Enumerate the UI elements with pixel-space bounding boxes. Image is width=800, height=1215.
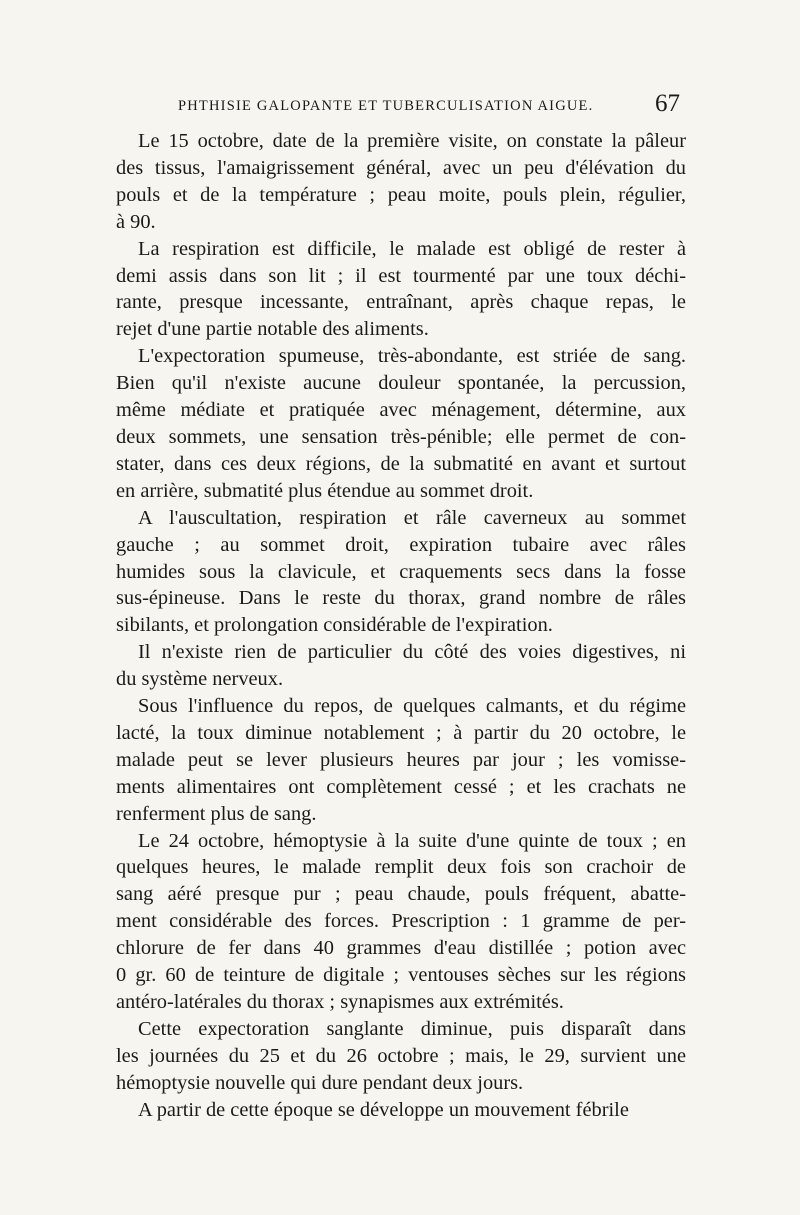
text-line: même médiate et pratiquée avec ménagement, détermine, aux — [116, 399, 686, 422]
text-line: demi assis dans son lit ; il est tourmenté par une toux déchi- — [116, 264, 686, 287]
text-line: les journées du 25 et du 26 octobre ; mais, le 29, survient une — [116, 1044, 686, 1067]
text-line: ments alimentaires ont complètement cessé ; et les crachats ne — [116, 775, 686, 798]
page-header — [118, 90, 680, 120]
text-line: du système nerveux. — [116, 668, 284, 691]
text-line: en arrière, submatité plus étendue au sommet droit. — [116, 479, 534, 502]
text-line: Le 15 octobre, date de la première visite, on constate la pâleur — [138, 130, 686, 152]
text-line: Cette expectoration sanglante diminue, puis disparaît dans — [138, 1017, 686, 1040]
text-line: quelques heures, le malade remplit deux fois son crachoir de — [116, 856, 686, 879]
text-line: pouls et de la température ; peau moite, pouls plein, régulier, — [116, 183, 686, 206]
text-line: ment considérable des forces. Prescription : 1 gramme de per- — [116, 910, 686, 933]
paragraph — [116, 128, 686, 236]
text-line: sibilants, et prolongation considérable de l'expiration. — [116, 614, 553, 637]
text-line: Il n'existe rien de particulier du côté des voies digestives, ni — [138, 641, 686, 664]
paragraph — [116, 343, 686, 504]
text-line: rante, presque incessante, entraînant, après chaque repas, le — [116, 291, 686, 314]
text-line: humides sous la clavicule, et craquements secs dans la fosse — [116, 560, 686, 583]
text-line: A l'auscultation, respiration et râle caverneux au sommet — [138, 506, 686, 529]
text-line: hémoptysie nouvelle qui dure pendant deux jours. — [116, 1071, 524, 1094]
paragraph — [116, 639, 686, 693]
text-line: renferment plus de sang. — [116, 802, 317, 825]
text-line: La respiration est difficile, le malade est obligé de rester à — [138, 237, 686, 260]
paragraph — [116, 505, 686, 640]
paragraph — [116, 236, 686, 344]
text-line: L'expectoration spumeuse, très-abondante, est striée de sang. — [138, 345, 686, 368]
page-number: 67 — [655, 90, 680, 117]
text-line: Le 24 octobre, hémoptysie à la suite d'une quinte de toux ; en — [138, 829, 686, 852]
paragraph — [116, 828, 686, 1016]
text-line: des tissus, l'amaigrissement général, avec un peu d'élévation du — [116, 156, 686, 179]
text-line: 0 gr. 60 de teinture de digitale ; ventouses sèches sur les régions — [116, 964, 686, 987]
text-line: à 90. — [116, 210, 156, 233]
text-line: lacté, la toux diminue notablement ; à partir du 20 octobre, le — [116, 721, 686, 744]
text-line: rejet d'une partie notable des aliments. — [116, 318, 429, 341]
paragraph — [116, 693, 686, 828]
text-line: chlorure de fer dans 40 grammes d'eau distillée ; potion avec — [116, 937, 686, 960]
text-line: sus-épineuse. Dans le reste du thorax, grand nombre de râles — [116, 587, 686, 610]
paragraph — [116, 1016, 686, 1097]
text-line: Bien qu'il n'existe aucune douleur spontanée, la percussion, — [116, 372, 686, 395]
text-line: antéro-latérales du thorax ; synapismes aux extrémités. — [116, 991, 564, 1013]
running-head: PHTHISIE GALOPANTE ET TUBERCULISATION AIGUE. — [178, 98, 594, 114]
text-line: deux sommets, une sensation très-pénible; elle permet de con- — [116, 425, 686, 448]
text-line: malade peut se lever plusieurs heures par jour ; les vomisse- — [116, 748, 686, 771]
body-text — [116, 128, 686, 1124]
text-line: stater, dans ces deux régions, de la submatité en avant et surtout — [116, 452, 686, 475]
text-line: A partir de cette époque se développe un mouvement fébrile — [138, 1098, 629, 1121]
text-line: gauche ; au sommet droit, expiration tubaire avec râles — [116, 533, 686, 556]
text-line: sang aéré presque pur ; peau chaude, pouls fréquent, abatte- — [116, 883, 686, 906]
paragraph — [116, 1097, 686, 1124]
text-line: Sous l'influence du repos, de quelques calmants, et du régime — [138, 695, 686, 718]
